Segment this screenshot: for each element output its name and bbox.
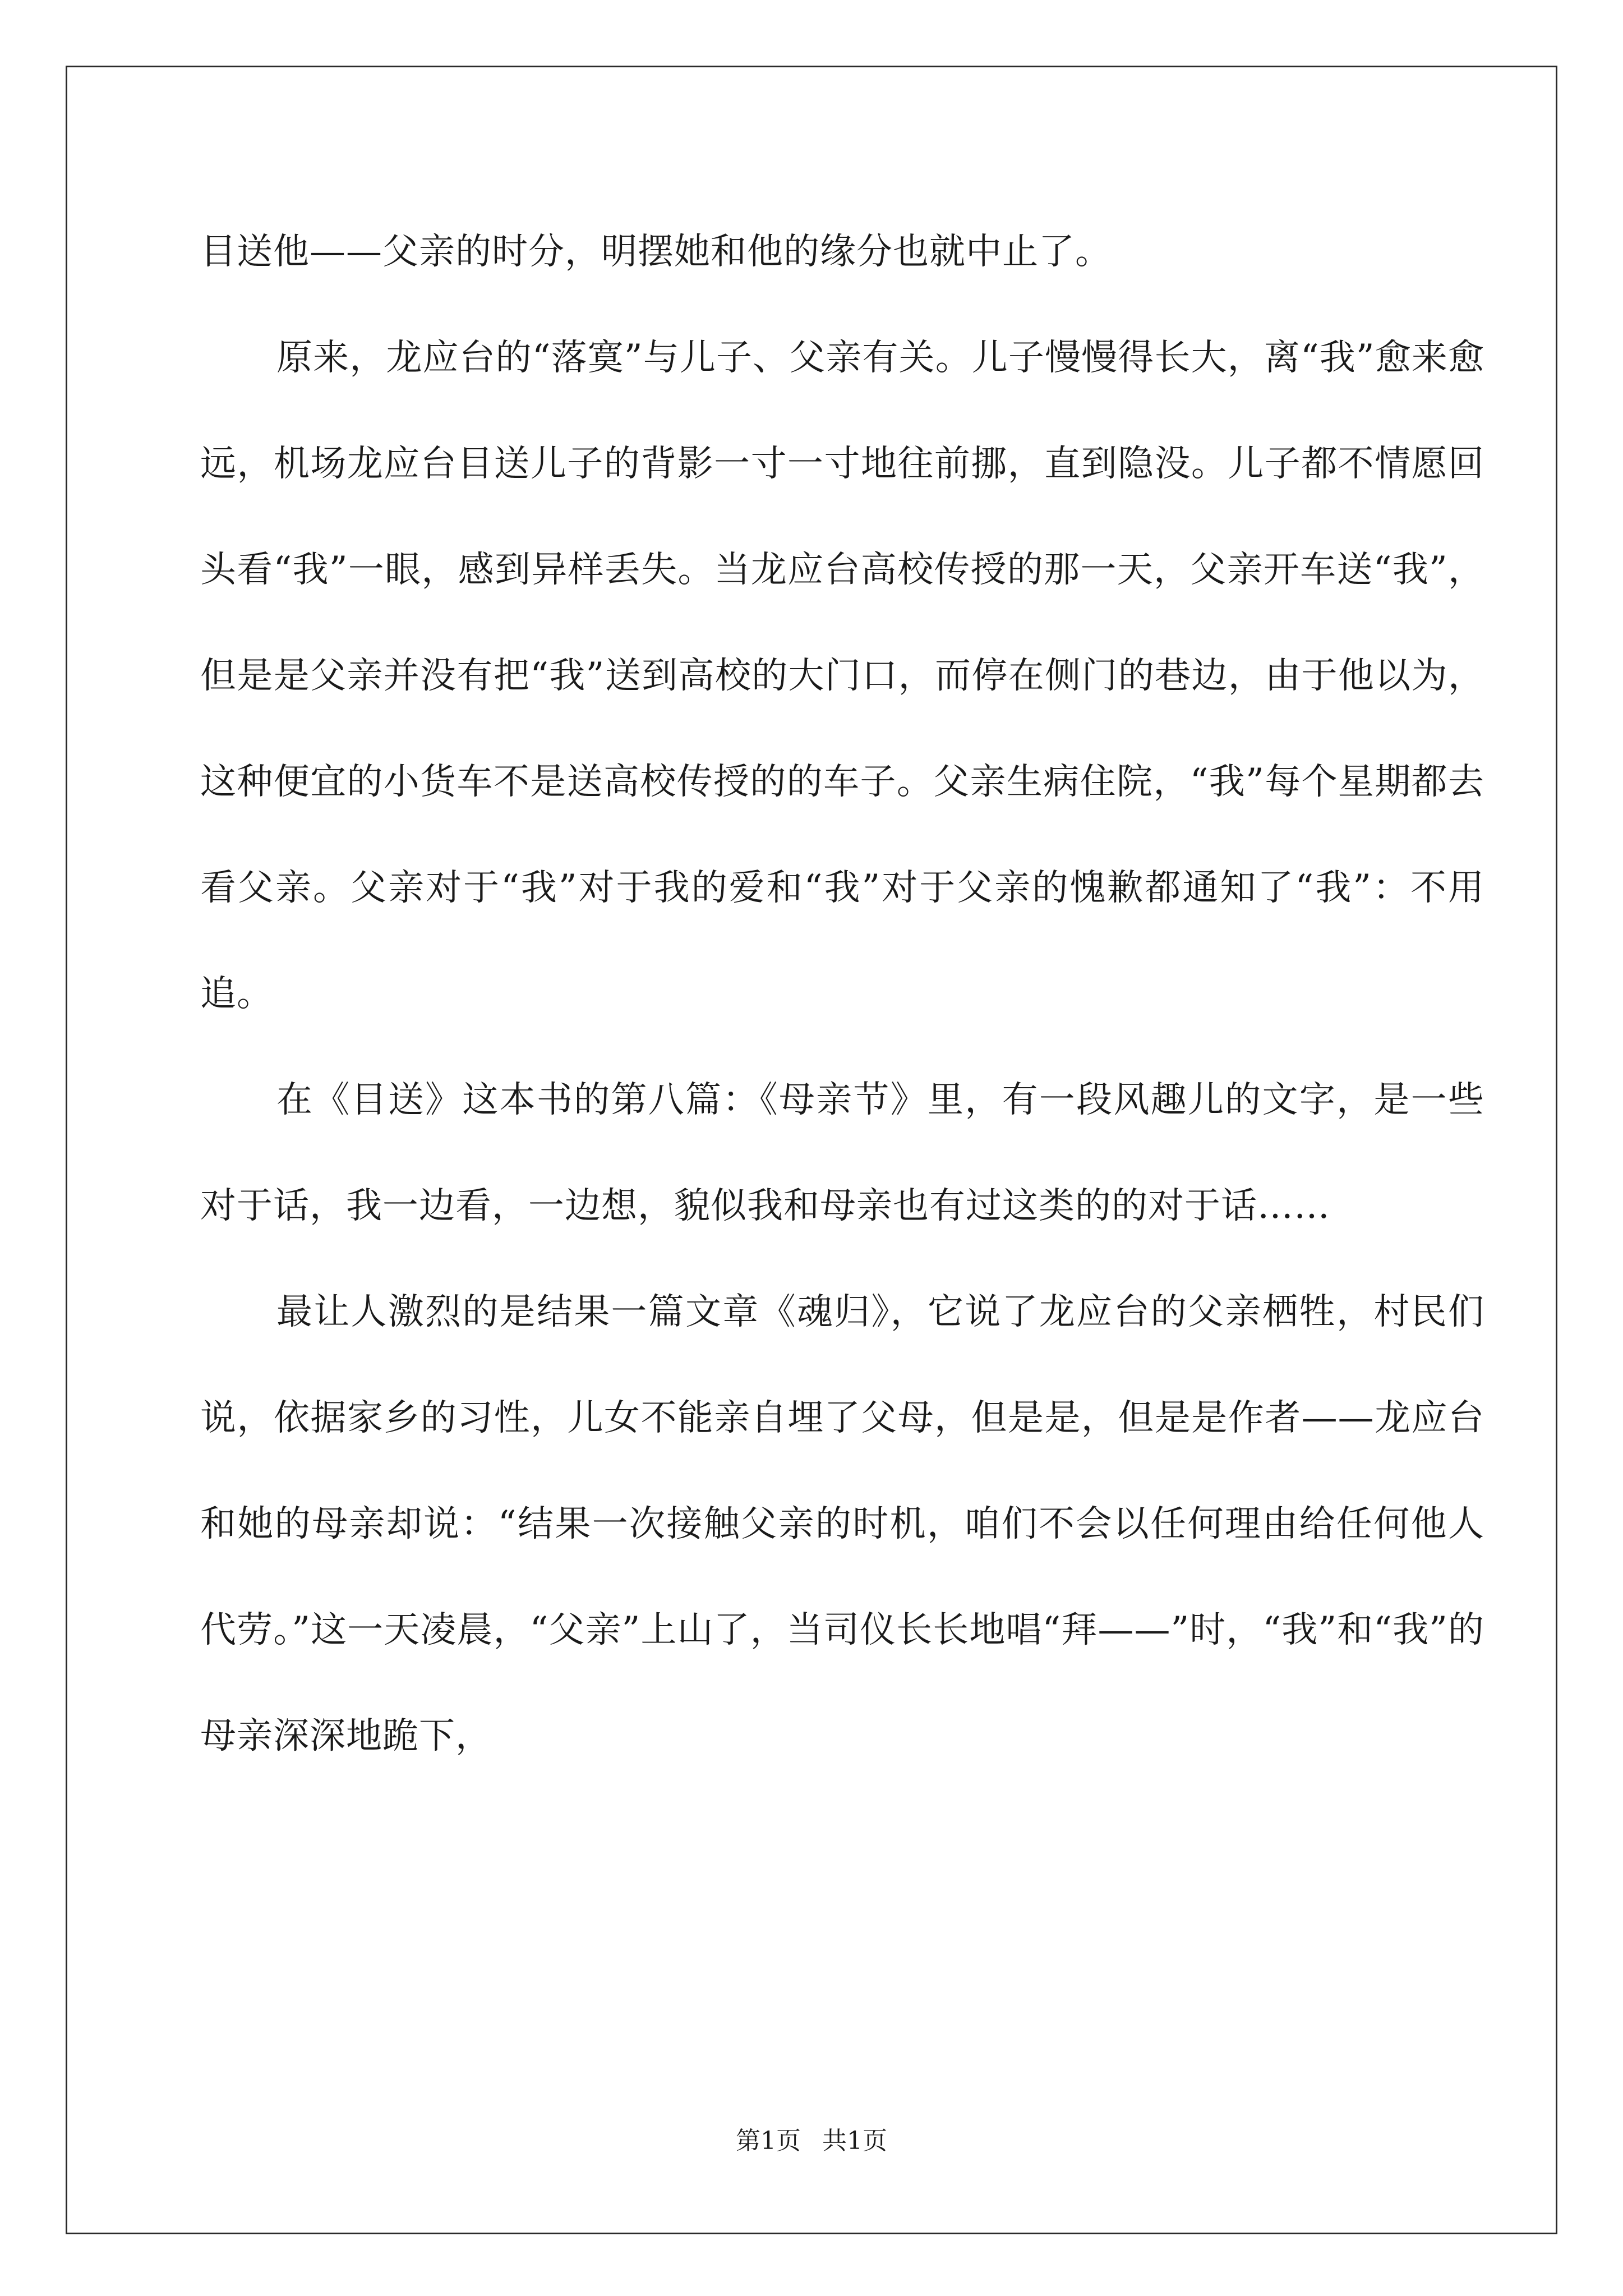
page-footer [0, 2120, 1623, 2156]
paragraph-1: 目送他——父亲的时分，明摆她和他的缘分也就中止了。 [200, 231, 1112, 273]
page-total: 共1页 [822, 2127, 887, 2155]
paragraph-3: 在《目送》这本书的第八篇：《母亲节》里，有一段风趣儿的文字，是一些对于话，我一边看，一边想，貌似我和母亲也有过这类的的对于话…… [200, 1079, 1484, 1227]
paragraph-2: 原来，龙应台的“落寞”与儿子、父亲有关。儿子慢慢得长大，离“我”愈来愈远，机场龙应台目送儿子的背影一寸一寸地往前挪，直到隐没。儿子都不情愿回头看“我”一眼，感到异样丢失。当龙应台高校传授的那一天，父亲开车送“我”，但是是父亲并没有把“我”送到高校的大门口，而停在侧门的巷边，由于他以为，这种便宜的小货车不是送高校传授的的车子。父亲生病住院，“我”每个星期都去看父亲。父亲对于“我”对于我的爱和“我”对于父亲的愧歉都通知了“我”：不用追。 [200, 337, 1484, 1015]
document-body [200, 199, 1484, 1789]
paragraph-4: 最让人激烈的是结果一篇文章《魂归》，它说了龙应台的父亲栖牲，村民们说，依据家乡的习性，儿女不能亲自埋了父母，但是是，但是是作者——龙应台和她的母亲却说：“结果一次接触父亲的时机，咱们不会以任何理由给任何他人代劳。”这一天凌晨，“父亲”上山了，当司仪长长地唱“拜——”时，“我”和“我”的母亲深深地跪下， [200, 1291, 1484, 1757]
page-number: 第1页 [736, 2127, 801, 2155]
